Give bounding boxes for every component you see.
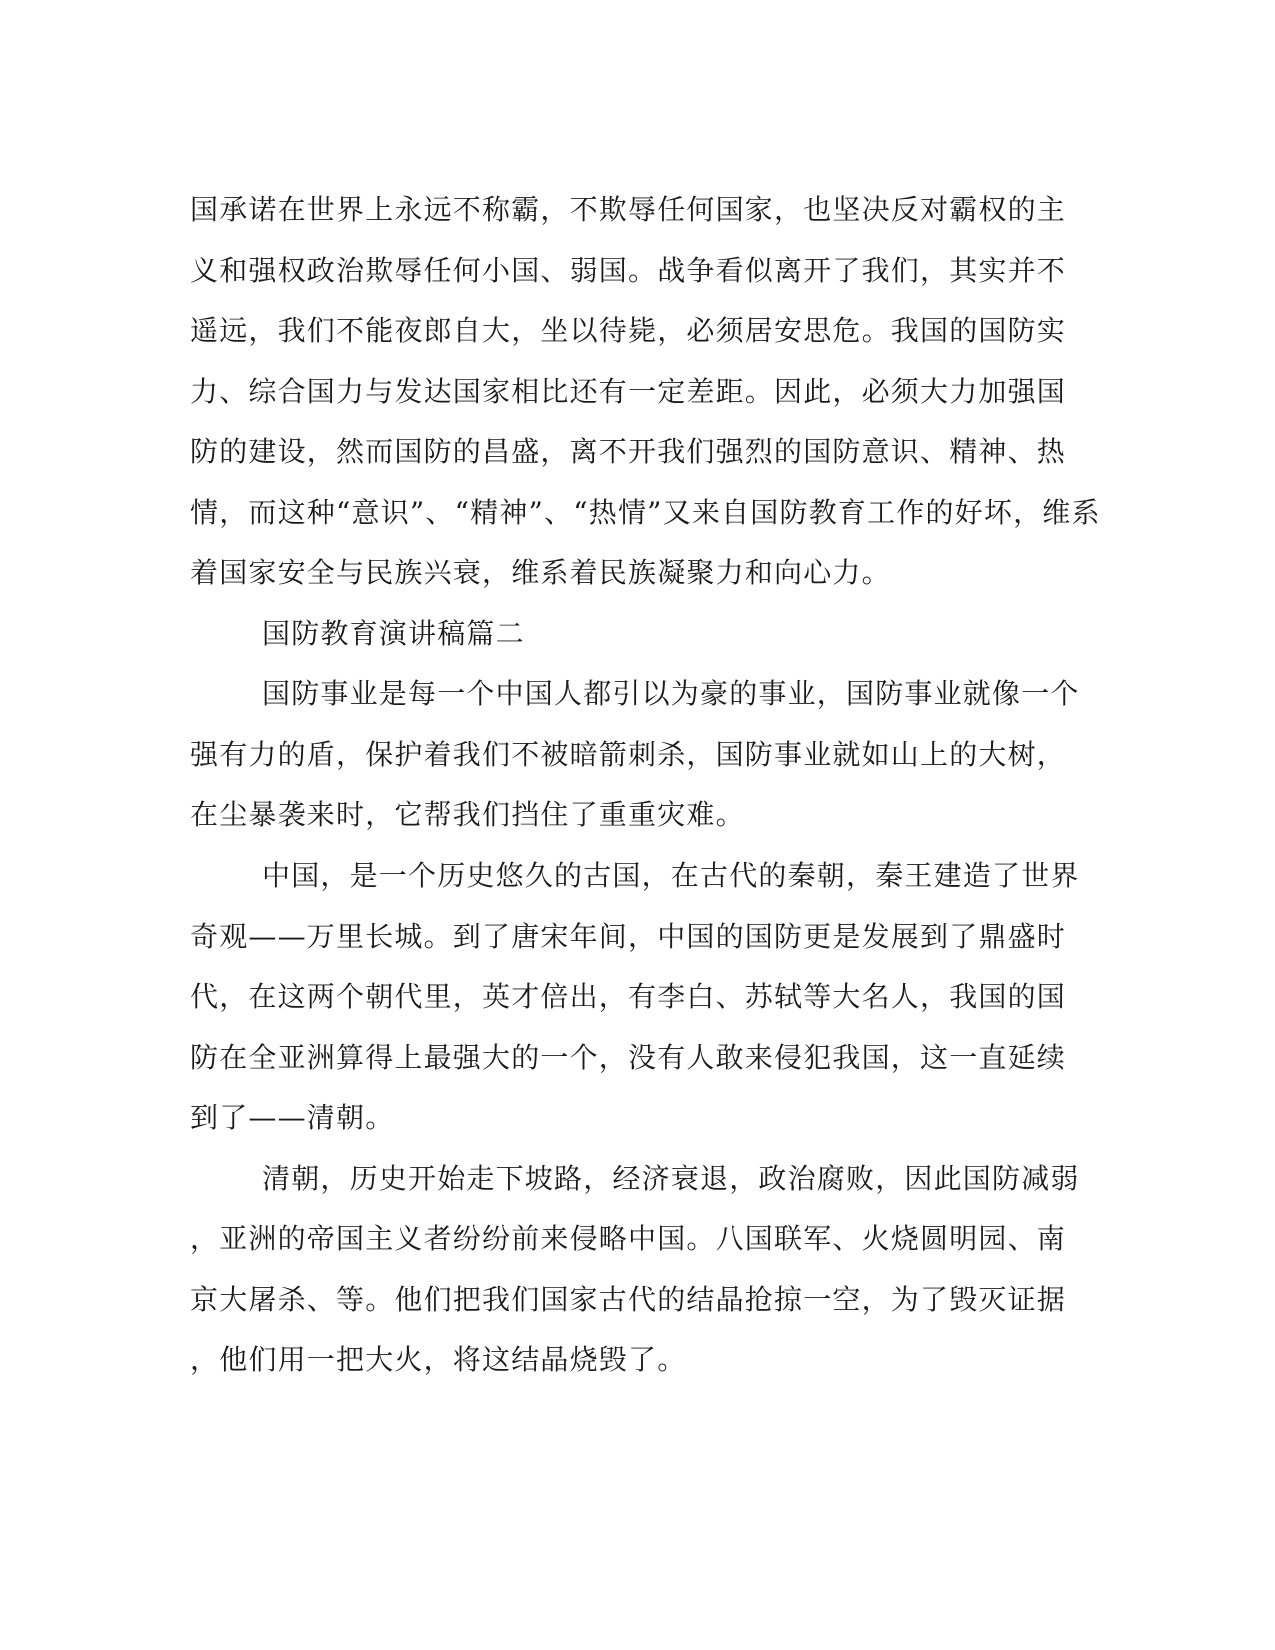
section-heading: 国防教育演讲稿篇二 bbox=[262, 617, 525, 650]
text-line: 中国，是一个历史悠久的古国，在古代的秦朝，秦王建造了世界 bbox=[262, 859, 1080, 892]
text-line: 清朝，历史开始走下坡路，经济衰退，政治腐败，因此国防减弱 bbox=[262, 1162, 1080, 1195]
text-line: ，他们用一把大火，将这结晶烧毁了。 bbox=[190, 1343, 687, 1376]
text-line: 防在全亚洲算得上最强大的一个，没有人敢来侵犯我国，这一直延续 bbox=[190, 1041, 1067, 1074]
text-line: 代，在这两个朝代里，英才倍出，有李白、苏轼等大名人，我国的国 bbox=[190, 980, 1067, 1013]
text-line: 义和强权政治欺辱任何小国、弱国。战争看似离开了我们，其实并不 bbox=[190, 254, 1067, 287]
text-line: 国承诺在世界上永远不称霸，不欺辱任何国家，也坚决反对霸权的主 bbox=[190, 193, 1067, 226]
text-line: 情，而这种“意识”、“精神”、“热情”又来自国防教育工作的好坏，维系 bbox=[190, 496, 1101, 529]
text-line: 着国家安全与民族兴衰，维系着民族凝聚力和向心力。 bbox=[190, 556, 891, 589]
text-line: 遥远，我们不能夜郎自大，坐以待毙，必须居安思危。我国的国防实 bbox=[190, 314, 1067, 347]
text-line: 强有力的盾，保护着我们不被暗箭刺杀，国防事业就如山上的大树， bbox=[190, 738, 1067, 771]
text-line: 防的建设，然而国防的昌盛，离不开我们强烈的国防意识、精神、热 bbox=[190, 435, 1067, 468]
text-line: 国防事业是每一个中国人都引以为豪的事业，国防事业就像一个 bbox=[262, 677, 1080, 710]
text-line: 在尘暴袭来时，它帮我们挡住了重重灾难。 bbox=[190, 798, 745, 831]
text-line: 到了——清朝。 bbox=[190, 1101, 395, 1134]
text-line: 京大屠杀、等。他们把我们国家古代的结晶抢掠一空，为了毁灭证据 bbox=[190, 1283, 1067, 1316]
text-line: 力、综合国力与发达国家相比还有一定差距。因此，必须大力加强国 bbox=[190, 375, 1067, 408]
text-line: 奇观——万里长城。到了唐宋年间，中国的国防更是发展到了鼎盛时 bbox=[190, 920, 1067, 953]
text-line: ，亚洲的帝国主义者纷纷前来侵略中国。八国联军、火烧圆明园、南 bbox=[190, 1222, 1067, 1255]
